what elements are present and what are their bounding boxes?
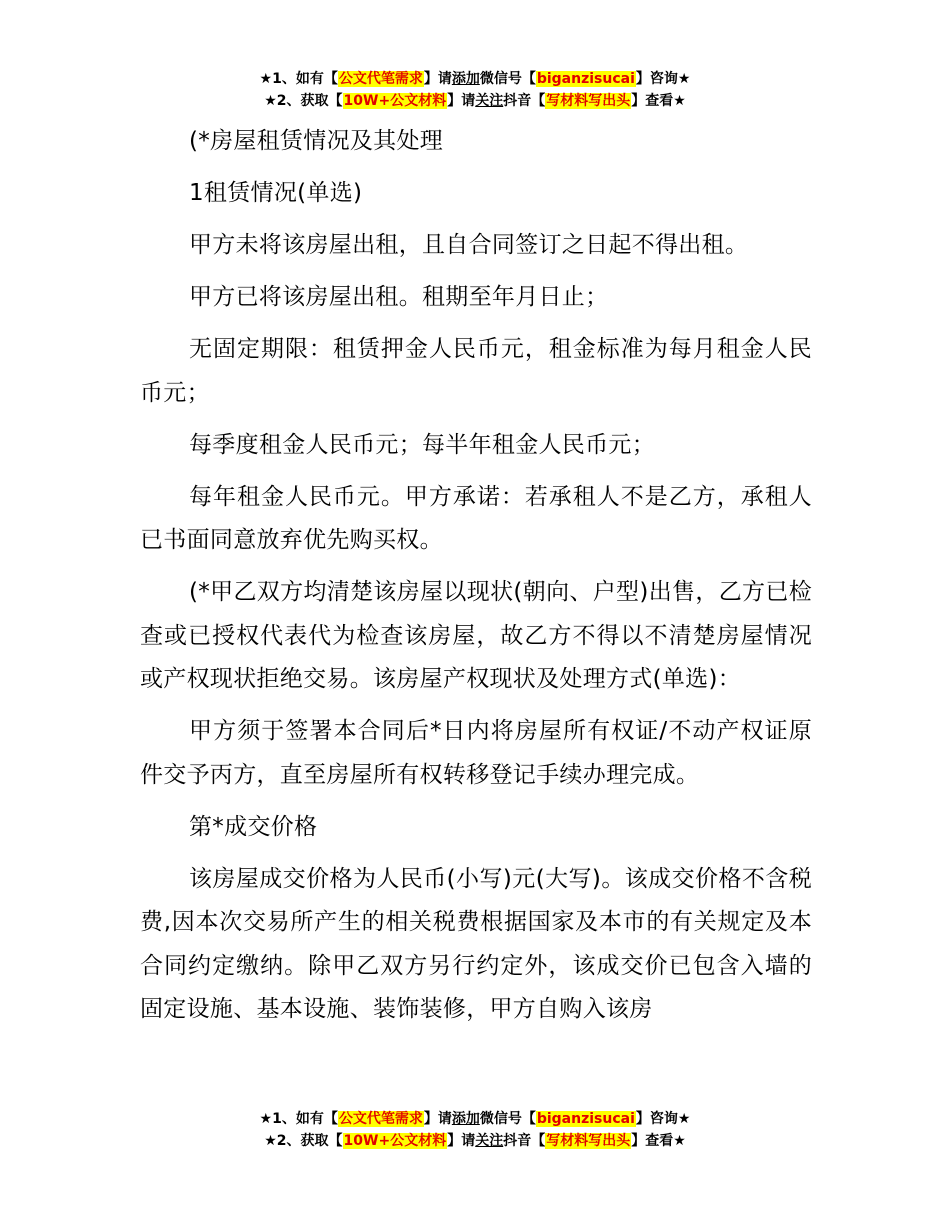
paragraph: 该房屋成交价格为人民币(小写)元(大写)。该成交价格不含税费,因本次交易所产生的相关税费根据国家及本市的有关规定及本合同约定缴纳。除甲乙双方另行约定外，该成交价已包含入墙的固定设施、基本设施、装饰装修，甲方自购入该房 bbox=[140, 865, 812, 1022]
underlined-text: 添加 bbox=[451, 1111, 480, 1127]
underlined-text: 关注 bbox=[475, 93, 504, 109]
banner-text: 微信号【 bbox=[479, 71, 536, 87]
banner-line-2 bbox=[0, 1130, 950, 1152]
banner-text: 】查看 bbox=[631, 1133, 674, 1149]
star-icon: ★ bbox=[677, 71, 691, 87]
banner-text: 微信号【 bbox=[479, 1111, 536, 1127]
star-icon: ★ bbox=[264, 93, 277, 109]
paragraph: 每季度租金人民币元；每半年租金人民币元； bbox=[189, 431, 655, 458]
highlight-materials: 10W+公文材料 bbox=[343, 1133, 447, 1149]
star-icon: ★ bbox=[259, 71, 273, 87]
paragraph: 甲方已将该房屋出租。租期至年月日止； bbox=[189, 284, 609, 310]
banner-text: 】请 bbox=[447, 1133, 476, 1149]
star-icon: ★ bbox=[259, 1111, 273, 1127]
paragraph: 甲方未将该房屋出租，且自合同签订之日起不得出租。 bbox=[189, 232, 749, 258]
section-heading-price: 第*成交价格 bbox=[189, 813, 318, 840]
paragraph: (*甲乙双方均清楚该房屋以现状(朝向、户型)出售，乙方已检查或已授权代表代为检查该房屋，故乙方不得以不清楚房屋情况或产权现状拒绝交易。该房屋产权现状及处理方式(单选)： bbox=[140, 579, 812, 692]
banner-text: 】请 bbox=[447, 93, 476, 109]
banner-text: 1、如有【 bbox=[272, 1111, 338, 1127]
subheading-lease-status: 1租赁情况(单选) bbox=[189, 180, 363, 206]
star-icon: ★ bbox=[673, 1133, 686, 1149]
highlight-materials: 10W+公文材料 bbox=[343, 93, 447, 109]
star-icon: ★ bbox=[677, 1111, 691, 1127]
banner-text: 2、获取【 bbox=[276, 1133, 343, 1149]
paragraph: 每年租金人民币元。甲方承诺：若承租人不是乙方，承租人已书面同意放弃优先购买权。 bbox=[140, 483, 812, 553]
banner-text: 】查看 bbox=[631, 93, 674, 109]
banner-line-2 bbox=[0, 90, 950, 112]
paragraph: 甲方须于签署本合同后*日内将房屋所有权证/不动产权证原件交予丙方，直至房屋所有权转移登记手续办理完成。 bbox=[140, 718, 812, 788]
header-banner bbox=[0, 68, 950, 112]
footer-banner bbox=[0, 1108, 950, 1152]
paragraph: 无固定期限：租赁押金人民币元，租金标准为每月租金人民币元； bbox=[140, 336, 812, 406]
banner-text: 】咨询 bbox=[635, 71, 678, 87]
banner-text: 1、如有【 bbox=[272, 71, 338, 87]
banner-text: 2、获取【 bbox=[276, 93, 343, 109]
highlight-douyin-account: 写材料写出头 bbox=[546, 1133, 631, 1149]
underlined-text: 关注 bbox=[475, 1133, 504, 1149]
section-heading-lease: (*房屋租赁情况及其处理 bbox=[189, 128, 444, 154]
highlight-douyin-account: 写材料写出头 bbox=[546, 93, 631, 109]
banner-text: 】请 bbox=[423, 71, 452, 87]
highlight-service: 公文代笔需求 bbox=[338, 1111, 423, 1127]
banner-line-1 bbox=[0, 1108, 950, 1130]
star-icon: ★ bbox=[264, 1133, 277, 1149]
banner-text: 抖音【 bbox=[503, 93, 546, 109]
banner-text: 】请 bbox=[423, 1111, 452, 1127]
highlight-service: 公文代笔需求 bbox=[338, 71, 423, 87]
highlight-wechat-id: biganzisucai bbox=[536, 71, 635, 87]
banner-text: 抖音【 bbox=[503, 1133, 546, 1149]
star-icon: ★ bbox=[673, 93, 686, 109]
highlight-wechat-id: biganzisucai bbox=[536, 1111, 635, 1127]
underlined-text: 添加 bbox=[451, 71, 480, 87]
banner-line-1 bbox=[0, 68, 950, 90]
document-body bbox=[140, 120, 812, 1040]
banner-text: 】咨询 bbox=[635, 1111, 678, 1127]
